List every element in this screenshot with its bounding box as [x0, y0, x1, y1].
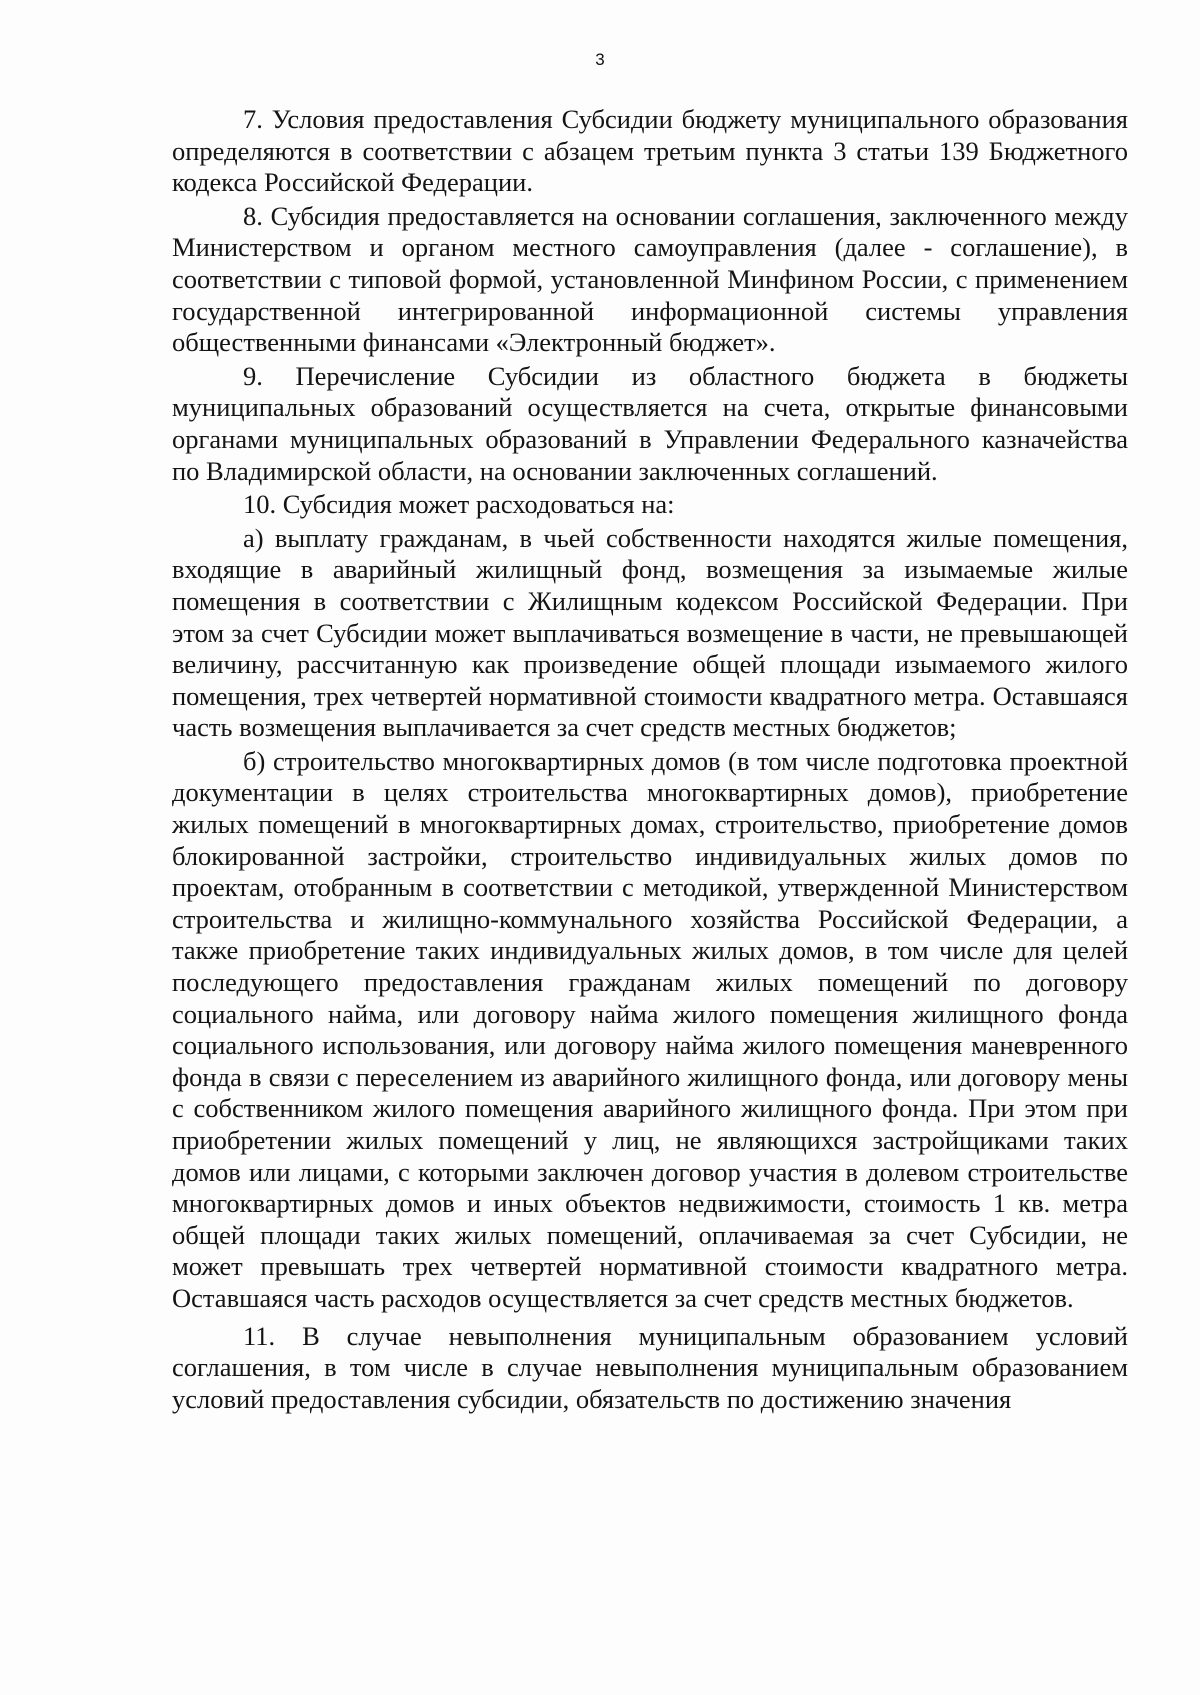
paragraph-10a: а) выплату гражданам, в чьей собственности находятся жилые помещения, входящие в аварийный жилищный фонд, возмещения за изымаемые жилые помещения в соответствии с Жилищным кодексом Российской Федерации. При этом за счет Субсидии может выплачиваться возмещение в части, не превышающей величину, рассчитанную как произведение общей площади изымаемого жилого помещения, трех четвертей нормативной стоимости квадратного метра. Оставшаяся часть возмещения выплачивается за счет средств местных бюджетов; [172, 522, 1128, 743]
document-body [172, 104, 1128, 1417]
page-number: 3 [595, 50, 605, 69]
paragraph-8: 8. Субсидия предоставляется на основании соглашения, заключенного между Министерством и органом местного самоуправления (далее - соглашение), в соответствии с типовой формой, установленной Минфином России, с применением государственной интегрированной информационной системы управления общественными финансами «Электронный бюджет». [172, 200, 1128, 358]
paragraph-10b: б) строительство многоквартирных домов (в том числе подготовка проектной документации в целях строительства многоквартирных домов), приобретение жилых помещений в многоквартирных домах, строительство, приобретение домов блокированной застройки, строительство индивидуальных жилых домов по проектам, отобранным в соответствии с методикой, утвержденной Министерством строительства и жилищно-коммунального хозяйства Российской Федерации, а также приобретение таких индивидуальных жилых домов, в том числе для целей последующего предоставления гражданам жилых помещений по договору социального найма, или договору найма жилого помещения жилищного фонда социального использования, или договору найма жилого помещения маневренного фонда в связи с переселением из аварийного жилищного фонда, или договору мены с собственником жилого помещения аварийного жилищного фонда. При этом при приобретении жилых помещений у лиц, не являющихся застройщиками таких домов или лицами, с которыми заключен договор участия в долевом строительстве многоквартирных домов и иных объектов недвижимости, стоимость 1 кв. метра общей площади таких жилых помещений, оплачиваемая за счет Субсидии, не может превышать трех четвертей нормативной стоимости квадратного метра. Оставшаяся часть расходов осуществляется за счет средств местных бюджетов. [172, 745, 1128, 1313]
paragraph-9: 9. Перечисление Субсидии из областного бюджета в бюджеты муниципальных образований осуществляется на счета, открытые финансовыми органами муниципальных образований в Управлении Федерального казначейства по Владимирской области, на основании заключенных соглашений. [172, 360, 1128, 486]
paragraph-7: 7. Условия предоставления Субсидии бюджету муниципального образования определяются в соответствии с абзацем третьим пункта 3 статьи 139 Бюджетного кодекса Российской Федерации. [172, 104, 1128, 198]
paragraph-11: 11. В случае невыполнения муниципальным образованием условий соглашения, в том числе в случае невыполнения муниципальным образованием условий предоставления субсидии, обязательств по достижению значения [172, 1320, 1128, 1414]
paragraph-10: 10. Субсидия может расходоваться на: [243, 489, 675, 520]
